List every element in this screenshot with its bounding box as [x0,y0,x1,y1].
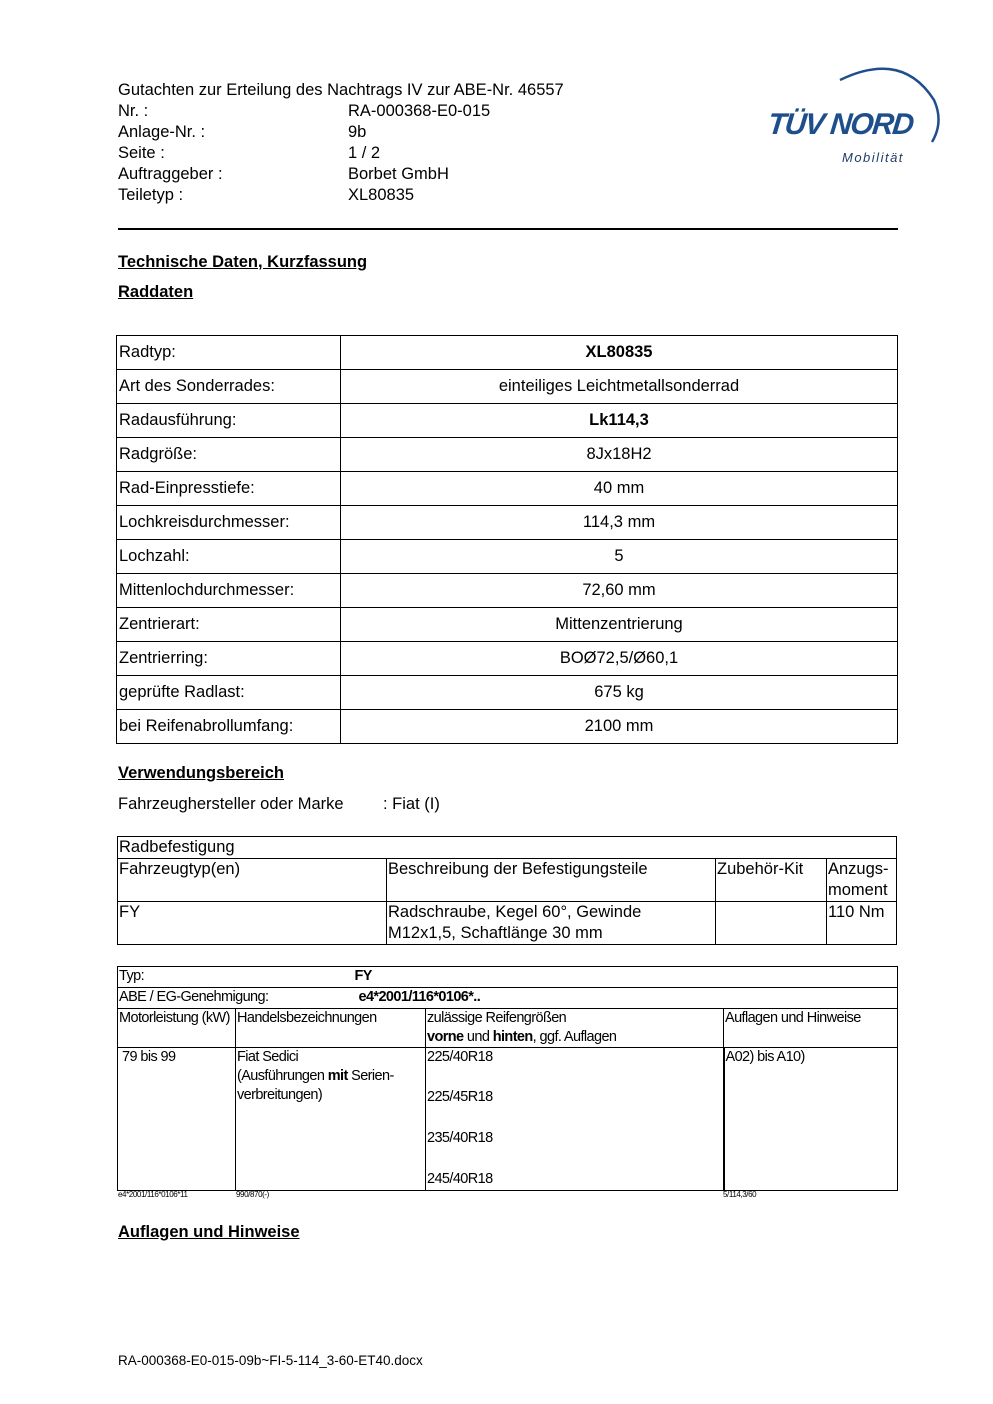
table-row [117,642,898,676]
table-row [117,370,898,404]
column-header: Auflagen und Hinweise [724,1009,898,1048]
table-row [117,710,898,744]
row-value: Mittenzentrierung [341,608,898,642]
document-title: Gutachten zur Erteilung des Nachtrags IV zur ABE-Nr. 46557 [118,81,564,99]
row-label: Zentrierart: [117,608,341,642]
table-row [117,608,898,642]
handel-line: (Ausführungen [237,1068,328,1084]
tuv-nord-logo [762,60,942,170]
tyre-size: 225/40R18 [427,1049,493,1065]
table-row [118,1009,898,1048]
cell-moment: 110 Nm [827,902,897,945]
section-heading-raddaten: Raddaten [118,283,194,301]
row-value: 40 mm [341,472,898,506]
table-title: Radbefestigung [118,837,897,859]
table-row [117,540,898,574]
abe-row [118,988,898,1009]
header-und: und [463,1029,493,1045]
row-label: geprüfte Radlast: [117,676,341,710]
row-label: Art des Sonderrades: [117,370,341,404]
table-row [118,967,898,988]
header-line: moment [828,881,888,899]
header-value: Borbet GmbH [348,165,449,183]
usage-line [118,795,440,814]
handel-mit: mit [327,1068,348,1084]
desc-line: M12x1,5, Schaftlänge 30 mm [388,924,603,942]
row-value: 8Jx18H2 [341,438,898,472]
row-label: Mittenlochdurchmesser: [117,574,341,608]
tyre-size: 225/45R18 [427,1089,493,1105]
tyre-size: 245/40R18 [427,1171,493,1187]
usage-value: : Fiat (I) [383,795,440,813]
header-key: Seite : [118,144,165,162]
header-key: Anlage-Nr. : [118,123,206,141]
handel-line: Serien- [347,1068,394,1084]
row-label: Radgröße: [117,438,341,472]
cell-motor: 79 bis 99 [118,1048,236,1191]
table-row [118,902,897,945]
row-label: Radausführung: [117,404,341,438]
cell-tyres [426,1048,724,1191]
row-label: Zentrierring: [117,642,341,676]
cell-typ: FY [118,902,387,945]
header-divider [118,228,898,230]
handel-line: verbreitungen) [237,1087,323,1103]
row-value: 5 [341,540,898,574]
column-header: Zubehör-Kit [716,859,827,902]
header-hinten: hinten [492,1029,533,1045]
typ-label: Typ: [119,968,144,984]
table-row [117,676,898,710]
row-label: Rad-Einpresstiefe: [117,472,341,506]
row-value: 675 kg [341,676,898,710]
handel-line: Fiat Sedici [237,1049,299,1065]
column-header: Handelsbezeichnungen [236,1009,426,1048]
radbefestigung-table [117,836,897,945]
column-header [426,1009,724,1048]
cell-description [387,902,716,945]
logo-subtitle: Mobilität [842,150,904,165]
tiny-note: e4*2001/116*0106*11 [118,1190,188,1199]
table-row [118,859,897,902]
logo-wordmark: TÜV NORD [766,108,915,141]
typ-table [117,966,898,1191]
column-header: Motorleistung (kW) [118,1009,236,1048]
usage-label: Fahrzeughersteller oder Marke [118,795,344,813]
abe-value: e4*2001/116*0106*.. [358,989,481,1005]
table-row [117,336,898,370]
abe-label: ABE / EG-Genehmigung: [119,989,269,1005]
table-row [117,472,898,506]
table-row [117,404,898,438]
header-value: RA-000368-E0-015 [348,102,491,120]
header-key: Nr. : [118,102,149,120]
table-row [118,837,897,859]
header-key: Teiletyp : [118,186,184,204]
column-header: Fahrzeugtyp(en) [118,859,387,902]
row-value: 2100 mm [341,710,898,744]
cell-kit [716,902,827,945]
row-value: 114,3 mm [341,506,898,540]
row-label: Lochzahl: [117,540,341,574]
cell-auflagen: A02) bis A10) [724,1048,898,1191]
typ-value: FY [354,968,372,984]
column-header [827,859,897,902]
desc-line: Radschraube, Kegel 60°, Gewinde [388,903,642,921]
header-vorne: vorne [427,1029,464,1045]
header-key: Auftraggeber : [118,165,223,183]
section-heading-auflagen: Auflagen und Hinweise [118,1223,300,1241]
tyre-size: 235/40R18 [427,1130,493,1146]
row-value: einteiliges Leichtmetallsonderrad [341,370,898,404]
tiny-note: 5/114,3/60 [723,1190,757,1199]
row-value: 72,60 mm [341,574,898,608]
row-label: Lochkreisdurchmesser: [117,506,341,540]
header-rest: , ggf. Auflagen [532,1029,617,1045]
header-line: zulässige Reifengrößen [427,1010,567,1026]
raddaten-table [116,335,898,744]
header-value: 1 / 2 [348,144,381,162]
table-row [117,506,898,540]
header-line: Anzugs- [828,860,889,878]
row-value: Lk114,3 [341,404,898,438]
header-value: 9b [348,123,367,141]
column-header: Beschreibung der Befestigungsteile [387,859,716,902]
row-label: Radtyp: [117,336,341,370]
table-row [118,988,898,1009]
typ-row [118,967,898,988]
row-value: BOØ72,5/Ø60,1 [341,642,898,676]
table-row [118,1048,898,1191]
header-value: XL80835 [348,186,415,204]
footer-filename: RA-000368-E0-015-09b~FI-5-114_3-60-ET40.docx [118,1353,423,1368]
section-heading-technische-daten: Technische Daten, Kurzfassung [118,253,368,271]
table-row [117,438,898,472]
cell-handel [236,1048,426,1191]
tiny-note: 990/870(-) [236,1190,269,1199]
section-heading-verwendungsbereich: Verwendungsbereich [118,764,284,782]
row-label: bei Reifenabrollumfang: [117,710,341,744]
row-value: XL80835 [341,336,898,370]
table-row [117,574,898,608]
